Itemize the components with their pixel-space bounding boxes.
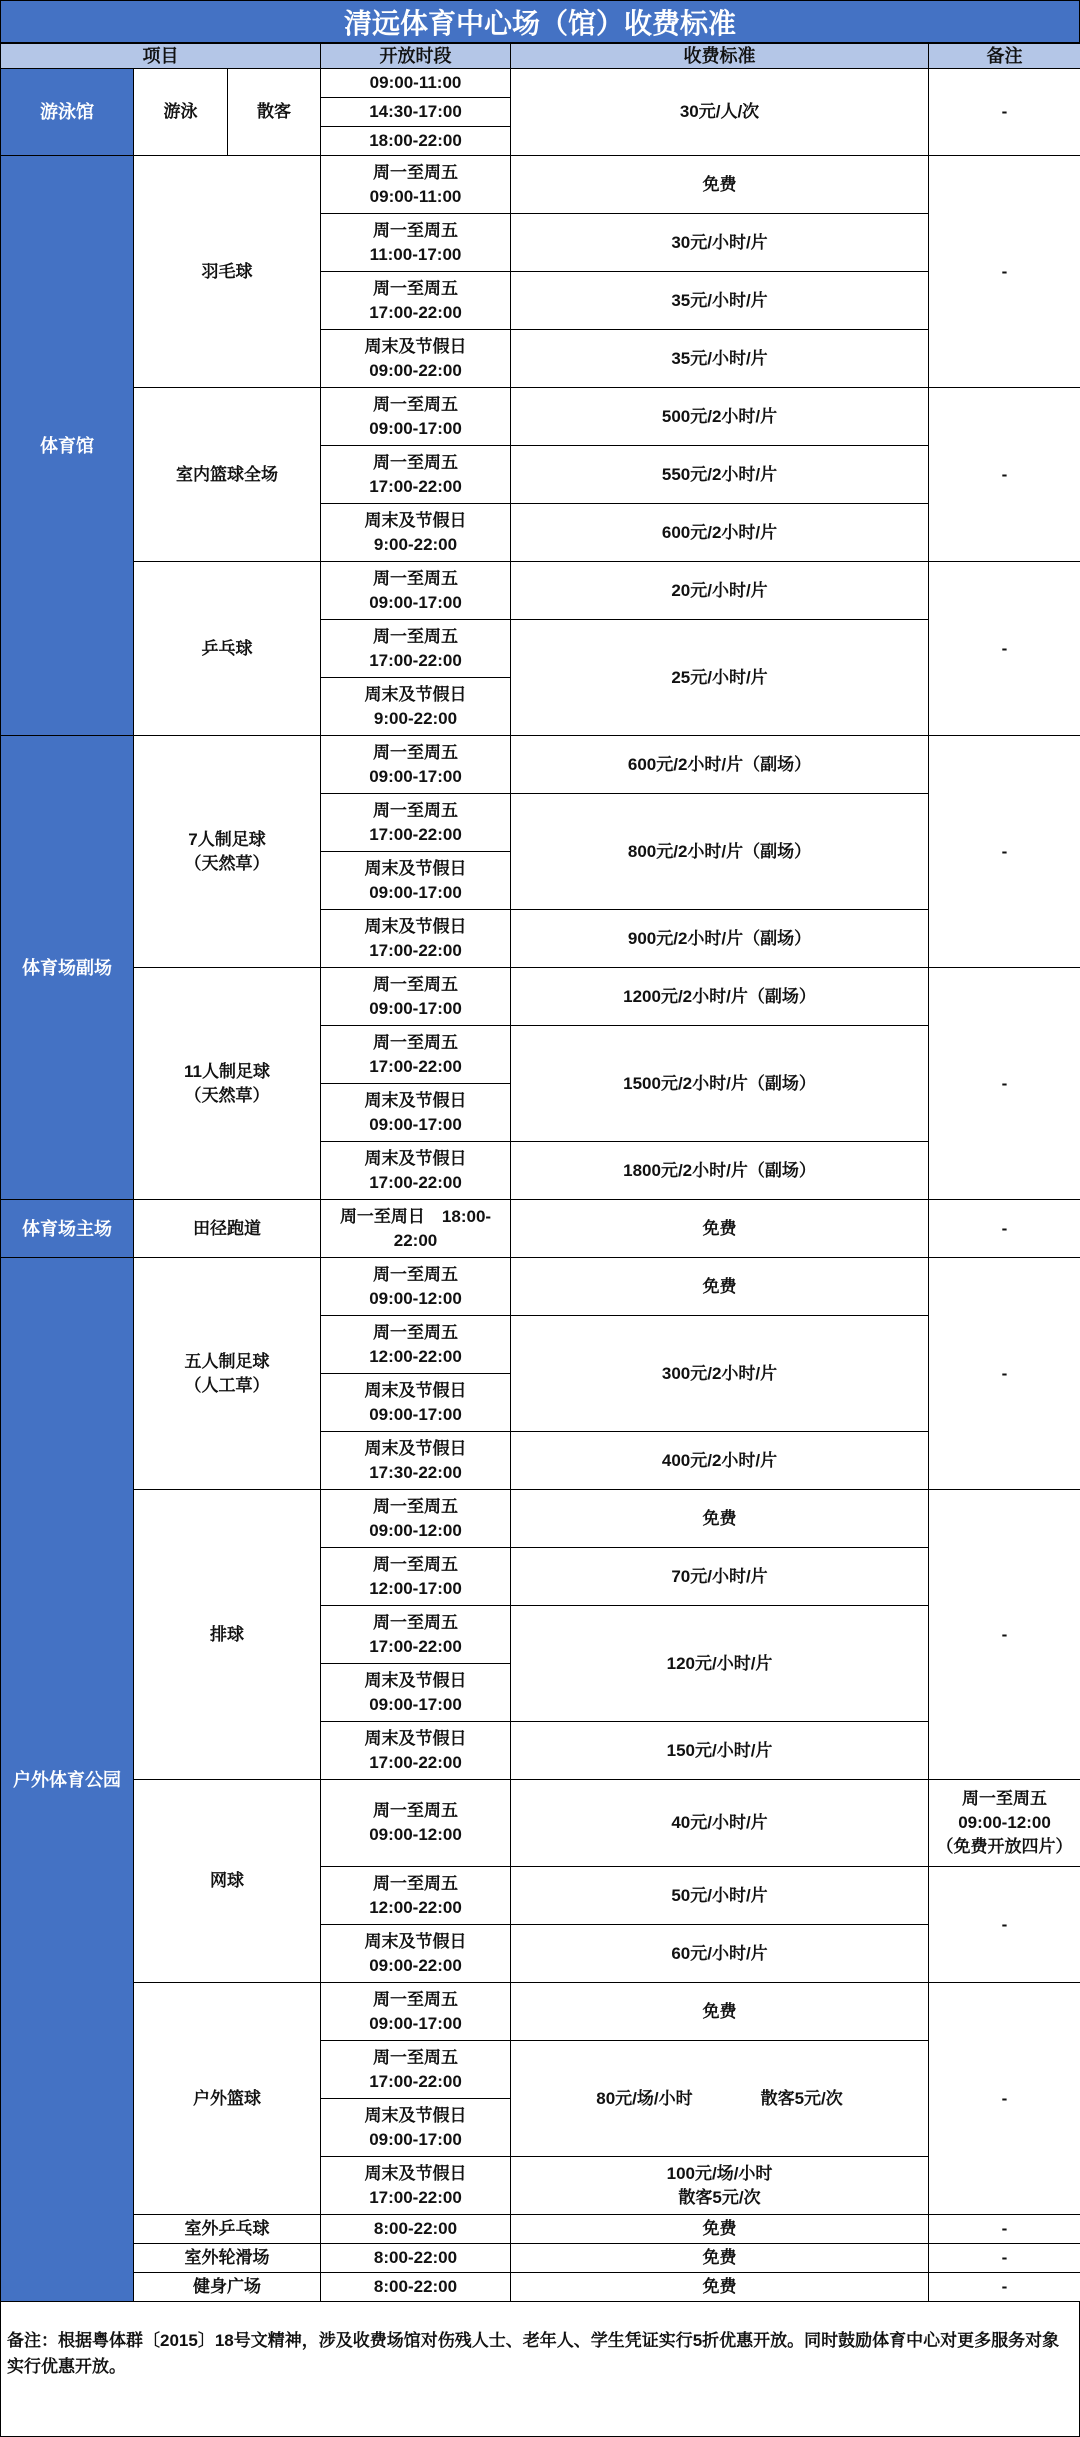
fee-cell: 400元/2小时/片	[511, 1432, 929, 1490]
fee-cell: 800元/2小时/片（副场）	[511, 794, 929, 910]
remark-cell: -	[929, 1867, 1080, 1983]
item-swimming: 游泳	[134, 69, 228, 156]
time-cell: 周一至周五 17:00-22:00	[321, 1026, 511, 1084]
fee-cell: 50元/小时/片	[511, 1867, 929, 1925]
item-badminton: 羽毛球	[134, 156, 321, 388]
time-cell: 周末及节假日 9:00-22:00	[321, 678, 511, 736]
time-cell: 周一至周五 09:00-12:00	[321, 1780, 511, 1867]
remark-cell: -	[929, 1258, 1080, 1490]
fee-cell: 1500元/2小时/片（副场）	[511, 1026, 929, 1142]
fee-cell: 150元/小时/片	[511, 1722, 929, 1780]
time-cell: 8:00-22:00	[321, 2215, 511, 2244]
table-row	[1, 156, 1080, 214]
item-soccer-5: 五人制足球 （人工草）	[134, 1258, 321, 1490]
fee-cell: 500元/2小时/片	[511, 388, 929, 446]
time-cell: 周末及节假日 09:00-17:00	[321, 852, 511, 910]
table-row	[1, 69, 1080, 98]
table-row	[1, 2215, 1080, 2244]
remark-cell: -	[929, 1490, 1080, 1780]
item-swimming-sub: 散客	[228, 69, 321, 156]
table-row	[1, 968, 1080, 1026]
table-row	[1, 1258, 1080, 1316]
fee-cell: 25元/小时/片	[511, 620, 929, 736]
time-cell: 周末及节假日 09:00-17:00	[321, 1664, 511, 1722]
item-running-track: 田径跑道	[134, 1200, 321, 1258]
time-cell: 8:00-22:00	[321, 2244, 511, 2273]
remark-cell: -	[929, 388, 1080, 562]
fee-cell: 600元/2小时/片（副场）	[511, 736, 929, 794]
footnote: 备注：根据粤体群〔2015〕18号文精神，涉及收费场馆对伤残人士、老年人、学生凭证实行5折优惠开放。同时鼓励体育中心对更多服务对象实行优惠开放。	[0, 2302, 1080, 2437]
page-title: 清远体育中心场（馆）收费标准	[0, 0, 1080, 43]
time-cell: 周一至周五 11:00-17:00	[321, 214, 511, 272]
item-tennis: 网球	[134, 1780, 321, 1983]
time-cell: 周一至周五 12:00-22:00	[321, 1316, 511, 1374]
time-cell: 周末及节假日 09:00-17:00	[321, 2099, 511, 2157]
time-cell: 周一至周五 17:00-22:00	[321, 2041, 511, 2099]
fee-cell: 80元/场/小时 散客5元/次	[511, 2041, 929, 2157]
remark-cell: -	[929, 1200, 1080, 1258]
item-skating: 室外轮滑场	[134, 2244, 321, 2273]
remark-cell: -	[929, 69, 1080, 156]
header-row	[1, 44, 1080, 69]
time-cell: 周一至周五 17:00-22:00	[321, 620, 511, 678]
venue-stadium-sub: 体育场副场	[1, 736, 134, 1200]
fee-cell: 100元/场/小时 散客5元/次	[511, 2157, 929, 2215]
fee-cell: 1800元/2小时/片（副场）	[511, 1142, 929, 1200]
header-remark: 备注	[929, 44, 1080, 69]
fee-cell: 20元/小时/片	[511, 562, 929, 620]
time-cell: 周一至周五 09:00-17:00	[321, 562, 511, 620]
time-cell: 09:00-11:00	[321, 69, 511, 98]
time-cell: 周一至周五 17:00-22:00	[321, 1606, 511, 1664]
time-cell: 周末及节假日 17:00-22:00	[321, 2157, 511, 2215]
fee-cell: 300元/2小时/片	[511, 1316, 929, 1432]
item-outdoor-pingpong: 室外乒乓球	[134, 2215, 321, 2244]
fee-cell: 免费	[511, 1490, 929, 1548]
time-cell: 周一至周五 09:00-17:00	[321, 968, 511, 1026]
time-cell: 周一至周五 12:00-17:00	[321, 1548, 511, 1606]
time-cell: 周末及节假日 17:00-22:00	[321, 1722, 511, 1780]
item-volleyball: 排球	[134, 1490, 321, 1780]
fee-cell: 600元/2小时/片	[511, 504, 929, 562]
fee-cell: 40元/小时/片	[511, 1780, 929, 1867]
time-cell: 周末及节假日 09:00-22:00	[321, 330, 511, 388]
time-cell: 18:00-22:00	[321, 127, 511, 156]
table-row	[1, 1490, 1080, 1548]
remark-cell: -	[929, 736, 1080, 968]
fee-cell: 30元/人/次	[511, 69, 929, 156]
remark-cell: -	[929, 968, 1080, 1200]
time-cell: 周末及节假日 17:00-22:00	[321, 1142, 511, 1200]
remark-cell: -	[929, 1983, 1080, 2215]
time-cell: 周一至周五 17:00-22:00	[321, 794, 511, 852]
fee-cell: 1200元/2小时/片（副场）	[511, 968, 929, 1026]
time-cell: 周一至周五 09:00-17:00	[321, 388, 511, 446]
venue-stadium-main: 体育场主场	[1, 1200, 134, 1258]
time-cell: 周一至周五 17:00-22:00	[321, 446, 511, 504]
header-time: 开放时段	[321, 44, 511, 69]
time-cell: 周末及节假日 17:30-22:00	[321, 1432, 511, 1490]
fee-cell: 550元/2小时/片	[511, 446, 929, 504]
fee-cell: 免费	[511, 1258, 929, 1316]
item-fitness-square: 健身广场	[134, 2273, 321, 2302]
remark-cell: -	[929, 2273, 1080, 2302]
time-cell: 周一至周五 09:00-11:00	[321, 156, 511, 214]
table-row	[1, 2244, 1080, 2273]
remark-cell: -	[929, 2215, 1080, 2244]
remark-cell: -	[929, 562, 1080, 736]
fee-cell: 免费	[511, 2215, 929, 2244]
item-soccer-11: 11人制足球 （天然草）	[134, 968, 321, 1200]
table-row	[1, 736, 1080, 794]
time-cell: 周末及节假日 09:00-17:00	[321, 1374, 511, 1432]
time-cell: 8:00-22:00	[321, 2273, 511, 2302]
venue-outdoor-park: 户外体育公园	[1, 1258, 134, 2302]
fee-cell: 900元/2小时/片（副场）	[511, 910, 929, 968]
fee-cell: 免费	[511, 2244, 929, 2273]
table-row	[1, 1983, 1080, 2041]
fee-cell: 30元/小时/片	[511, 214, 929, 272]
venue-swimming: 游泳馆	[1, 69, 134, 156]
time-cell: 周一至周五 09:00-12:00	[321, 1490, 511, 1548]
time-cell: 周一至周五 09:00-12:00	[321, 1258, 511, 1316]
time-cell: 周末及节假日 09:00-17:00	[321, 1084, 511, 1142]
header-item: 项目	[1, 44, 321, 69]
time-cell: 周末及节假日 09:00-22:00	[321, 1925, 511, 1983]
remark-cell: -	[929, 156, 1080, 388]
fee-cell: 35元/小时/片	[511, 330, 929, 388]
time-cell: 14:30-17:00	[321, 98, 511, 127]
venue-gymnasium: 体育馆	[1, 156, 134, 736]
time-cell: 周一至周五 09:00-17:00	[321, 1983, 511, 2041]
time-cell: 周末及节假日 17:00-22:00	[321, 910, 511, 968]
fee-cell: 120元/小时/片	[511, 1606, 929, 1722]
item-soccer-7: 7人制足球 （天然草）	[134, 736, 321, 968]
fee-cell: 免费	[511, 156, 929, 214]
time-cell: 周一至周日 18:00- 22:00	[321, 1200, 511, 1258]
item-outdoor-basketball: 户外篮球	[134, 1983, 321, 2215]
item-pingpong: 乒乓球	[134, 562, 321, 736]
time-cell: 周末及节假日 9:00-22:00	[321, 504, 511, 562]
fee-cell: 60元/小时/片	[511, 1925, 929, 1983]
fee-cell: 70元/小时/片	[511, 1548, 929, 1606]
fee-cell: 免费	[511, 1983, 929, 2041]
header-fee: 收费标准	[511, 44, 929, 69]
remark-cell: -	[929, 2244, 1080, 2273]
time-cell: 周一至周五 09:00-17:00	[321, 736, 511, 794]
table-row	[1, 2273, 1080, 2302]
fee-cell: 免费	[511, 1200, 929, 1258]
fee-table	[0, 43, 1080, 2302]
table-row	[1, 1200, 1080, 1258]
time-cell: 周一至周五 17:00-22:00	[321, 272, 511, 330]
table-row	[1, 388, 1080, 446]
table-row	[1, 562, 1080, 620]
table-row	[1, 1780, 1080, 1867]
fee-cell: 免费	[511, 2273, 929, 2302]
time-cell: 周一至周五 12:00-22:00	[321, 1867, 511, 1925]
item-indoor-basketball: 室内篮球全场	[134, 388, 321, 562]
fee-cell: 35元/小时/片	[511, 272, 929, 330]
remark-tennis-free: 周一至周五 09:00-12:00 （免费开放四片）	[929, 1780, 1080, 1867]
